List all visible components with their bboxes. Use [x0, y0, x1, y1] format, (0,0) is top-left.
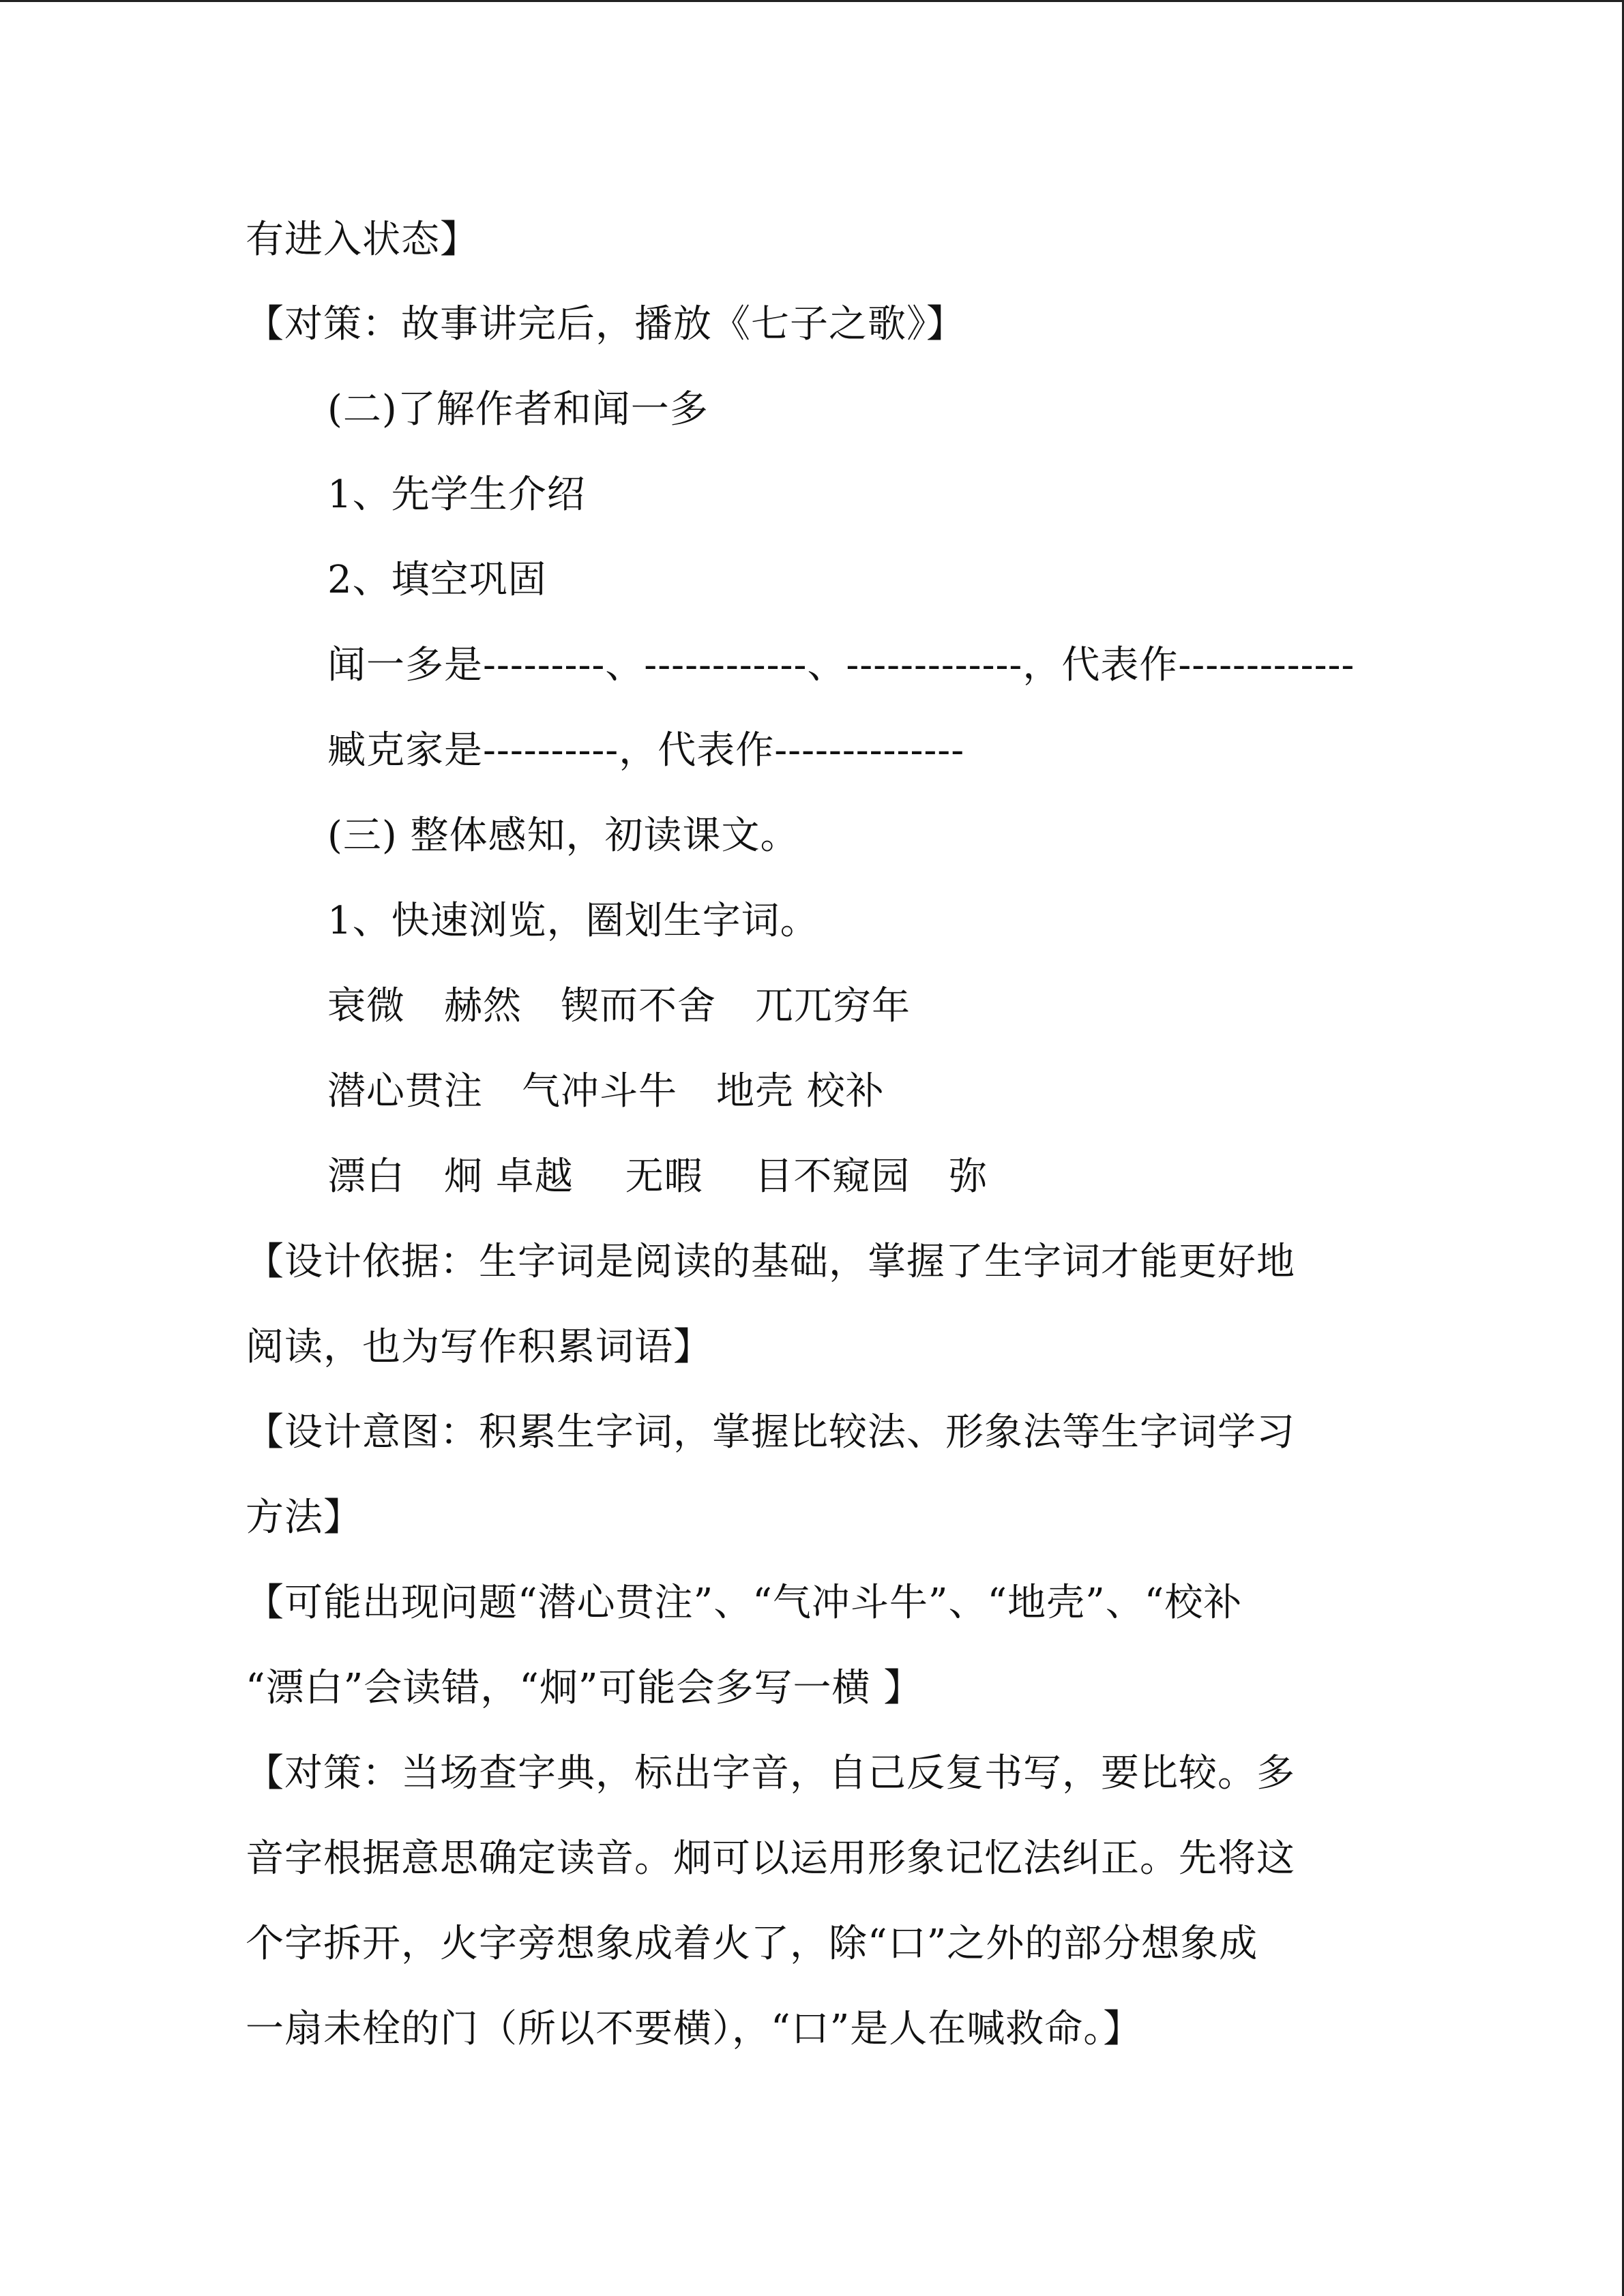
design-intent-note: 【设计意图：积累生字词，掌握比较法、形象法等生字词学习	[246, 1410, 1295, 1455]
list-item: 1、先学生介绍	[327, 473, 586, 517]
section-heading-reading: (三) 整体感知，初读课文。	[327, 814, 799, 858]
vocabulary-row: 漂白 炯 卓越 无暇 目不窥园 弥	[327, 1154, 988, 1199]
strategy-note: 个字拆开，火字旁想象成着火了，除“口”之外的部分想象成	[246, 1922, 1258, 1966]
strategy-note: 一扇未栓的门（所以不要横），“口”是人在喊救命。】	[246, 2007, 1142, 2051]
possible-problem-note: “漂白”会读错，“炯”可能会多写一横 】	[246, 1666, 923, 1710]
strategy-note: 【对策：当场查字典，标出字音，自己反复书写，要比较。多	[246, 1751, 1295, 1795]
section-heading-author: (二)了解作者和闻一多	[327, 387, 709, 432]
list-item: 2、填空巩固	[327, 558, 547, 602]
fill-blank-line: 闻一多是---------、------------、-------------，代表作-------------	[327, 643, 1355, 687]
strategy-note: 【对策：故事讲完后，播放《七子之歌》】	[246, 302, 965, 346]
possible-problem-note: 【可能出现问题“潜心贯注”、“气冲斗牛”、“地壳”、“校补	[246, 1581, 1243, 1625]
page-top-border	[0, 0, 1624, 2]
list-item: 1、快速浏览，圈划生字词。	[327, 899, 819, 943]
design-basis-note: 阅读，也为写作积累词语】	[246, 1325, 712, 1369]
design-basis-note: 【设计依据：生字词是阅读的基础，掌握了生字词才能更好地	[246, 1240, 1295, 1284]
vocabulary-row: 潜心贯注 气冲斗牛 地壳 校补	[327, 1069, 885, 1114]
strategy-note: 音字根据意思确定读音。炯可以运用形象记忆法纠正。先将这	[246, 1836, 1295, 1881]
design-intent-note: 方法】	[246, 1495, 362, 1540]
paragraph-line: 有进入状态】	[246, 218, 479, 262]
fill-blank-line: 臧克家是----------，代表作--------------	[327, 728, 965, 773]
vocabulary-row: 衰微 赫然 锲而不舍 兀兀穷年	[327, 984, 911, 1028]
